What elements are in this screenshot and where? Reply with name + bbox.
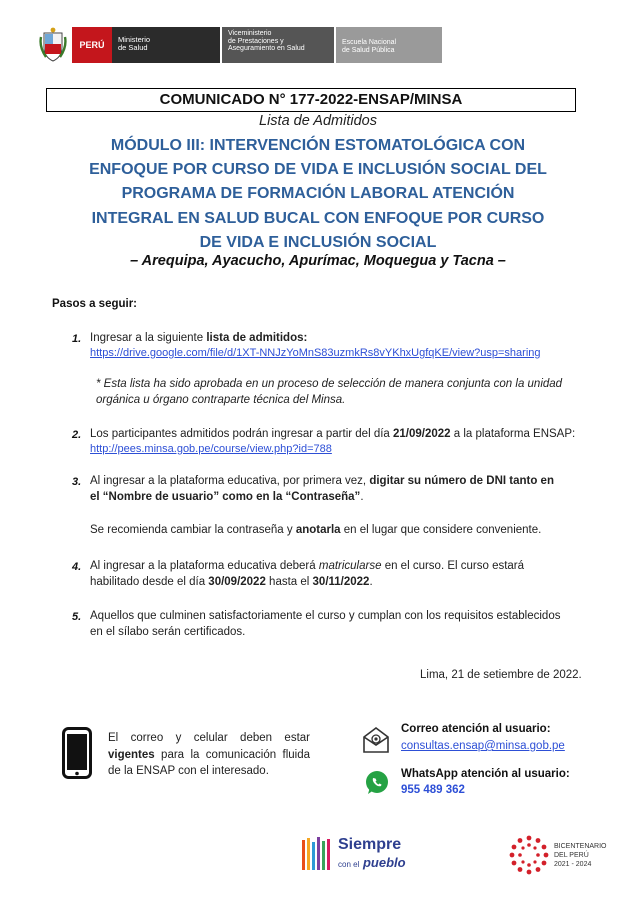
module-line: PROGRAMA DE FORMACIÓN LABORAL ATENCIÓN [121,185,515,203]
module-line: INTEGRAL EN SALUD BUCAL CON ENFOQUE POR CURSO [91,209,545,227]
ministry-label: Ministerio de Salud [112,27,220,63]
email-link[interactable]: consultas.ensap@minsa.gob.pe [401,740,565,752]
step-number: 2. [72,429,82,441]
coat-of-arms-icon [38,27,68,63]
viceministry-label: Viceministerio de Prestaciones y Aseguramiento en Salud [222,27,334,63]
module-line: MÓDULO III: INTERVENCIÓN ESTOMATOLÓGICA CON [110,137,526,154]
contact-note: El correo y celular deben estar vigentes para la comunicación fluida de la ENSAP con el interesado. [108,732,310,777]
module-title [40,134,596,255]
peru-label: PERÚ [72,27,112,63]
subtitle: Lista de Admitidos [259,113,377,129]
step-1-text: Ingresar a la siguiente lista de admitidos: [90,332,308,344]
bicentenario-logo [508,830,620,880]
regions-line: – Arequipa, Ayacucho, Apurímac, Moquegua y Tacna – [130,253,506,269]
step-3-recommendation: Se recomienda cambiar la contraseña y anotarla en el lugar que considere conveniente. [90,524,542,536]
logo-word-pueblo: con el pueblo [338,855,406,870]
page-title: COMUNICADO N° 177-2022-ENSAP/MINSA [46,88,576,112]
module-line: ENFOQUE POR CURSO DE VIDA E INCLUSIÓN SOCIAL DEL [89,161,547,179]
whatsapp-icon [364,770,390,796]
logo-word-siempre: Siempre [338,836,402,853]
admitted-list-link[interactable]: https://drive.google.com/file/d/1XT-NNJzYoMnS83uzmkRs8vYKhxUgfqKE/view?usp=sharing [90,347,541,359]
steps-label: Pasos a seguir: [52,298,138,310]
step-2-text: Los participantes admitidos podrán ingresar a partir del día 21/09/2022 a la plataforma ENSAP: [90,428,576,440]
step-1-note: * Esta lista ha sido aprobada en un proceso de selección de manera conjunta con la unidad orgánica u órgano contraparte técnica del Minsa. [96,378,563,406]
email-icon [362,726,390,754]
email-heading: Correo atención al usuario: [401,723,551,735]
header-banner [38,27,442,63]
step-number: 5. [72,611,82,623]
smartphone-icon [62,727,92,779]
siempre-con-el-pueblo-logo [300,834,412,874]
platform-link[interactable]: http://pees.minsa.gob.pe/course/view.php?id=788 [90,443,332,455]
whatsapp-heading: WhatsApp atención al usuario: [401,768,570,780]
step-5-text: Aquellos que culminen satisfactoriamente el curso y cumplan con los requisitos establecidos en el sílabo serán certificados. [90,610,561,638]
step-number: 3. [72,476,82,488]
step-3-text: Al ingresar a la plataforma educativa, por primera vez, digitar su número de DNI tanto en el “Nombre de usuario” como en la “Contraseña”. [90,475,554,503]
module-line: DE VIDA E INCLUSIÓN SOCIAL [199,233,437,251]
school-label: Escuela Nacional de Salud Pública [336,27,442,63]
step-number: 4. [72,561,82,573]
bicentenario-text: BICENTENARIO DEL PERÚ 2021 - 2024 [554,843,607,868]
step-number: 1. [72,333,82,345]
date-line: Lima, 21 de setiembre de 2022. [420,669,582,681]
step-4-text: Al ingresar a la plataforma educativa deberá matricularse en el curso. El curso estará habilitado desde el día 30/09/2022 hasta el 30/11/2022. [90,560,525,588]
whatsapp-number: 955 489 362 [401,784,465,796]
